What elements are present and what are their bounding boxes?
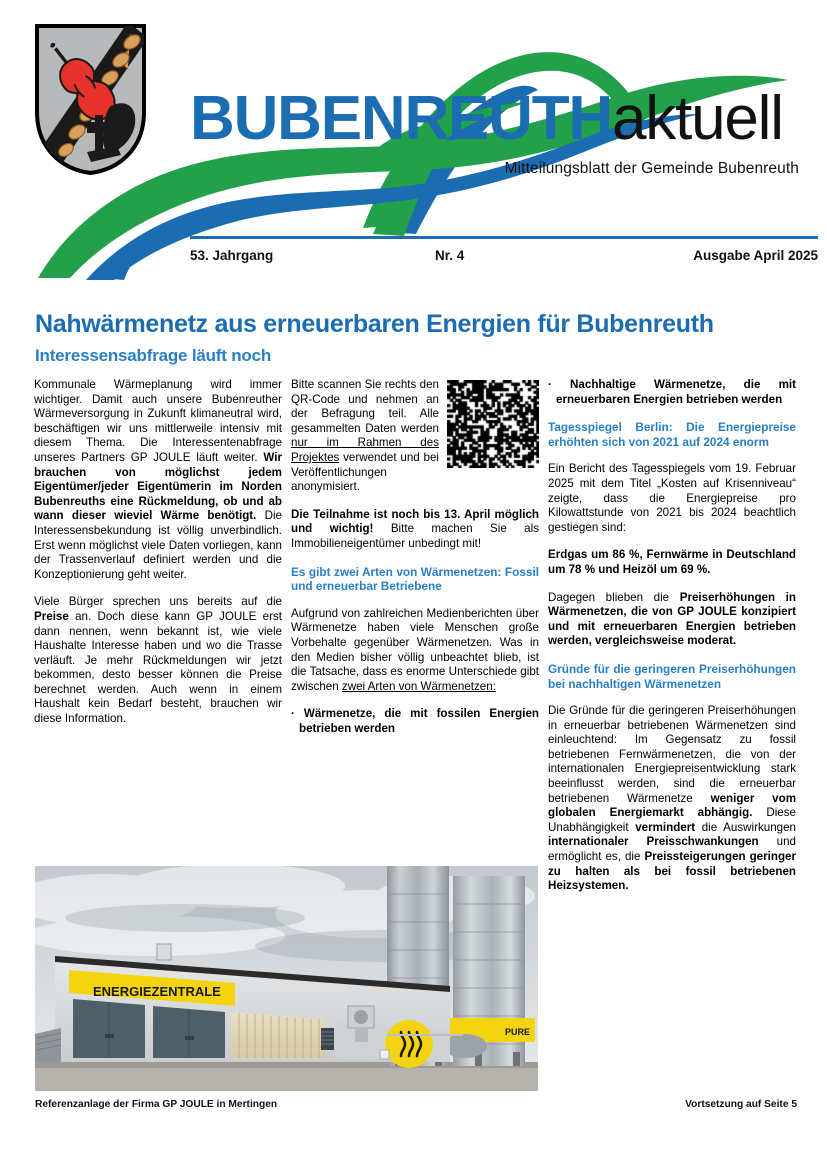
article-column-3 (548, 378, 796, 894)
paragraph (291, 607, 539, 695)
paragraph (548, 548, 796, 577)
section-heading: Gründe für die geringeren Preiserhöhungen bei nachhaltigen Wärmenetzen (548, 661, 796, 691)
paragraph: Ein Bericht des Tagesspiegels vom 19. Februar 2025 mit dem Titel „Kosten auf Krisenniveau“ zeigte, dass die Energiepreise pro Kilowattstunde von 2021 bis 2024 beachtlich gestiegen sind: (548, 462, 796, 534)
text-run: Die Gründe für die geringeren Preiserhöhungen in erneuerbar betriebenen Wärmenetzen sind einleuchtend: Im Gegensatz zu fossil betriebenen Fernwärmenetzen, die von der internationalen Energiepreisentwicklung stark beeinflusst werden, sind die erneuerbar betriebenen Wärmenetze (548, 704, 796, 805)
paragraph-with-qr (291, 378, 539, 495)
issue-year: 53. Jahrgang (190, 248, 274, 263)
continuation-note: Vortsetzung auf Seite 5 (685, 1099, 797, 1110)
masthead-subtitle: Mitteilungsblatt der Gemeinde Bubenreuth (504, 160, 799, 177)
paragraph (548, 591, 796, 649)
wordmark-black: aktuell (612, 84, 783, 153)
text-run-bold: Wir brauchen von möglichst jedem Eigentümer/jeder Eigentümerin im Norden Bubenreuths eine Rückmeldung, ob und ab wann dieser wieviel Wärme benötigt. (34, 450, 282, 523)
text-run-underline: nur im Rahmen des Projektes (291, 436, 439, 464)
wordmark (190, 84, 783, 153)
text-run: Dagegen blieben die (548, 590, 680, 604)
qr-code[interactable] (447, 380, 539, 468)
silo-band-label: PURE (505, 1027, 531, 1037)
text-run: an. Doch diese kann GP JOULE erst dann nennen, wenn bekannt ist, wie viele Haushalte Interesse haben und wo die Trasse verläuft. Je mehr Rückmeldungen wir jetzt bekommen, desto besser können die Preise berechnet werden. Auch wenn in einem Haushalt kein Bedarf besteht, brauchen wir diese Information. (34, 609, 282, 726)
text-run: Aufgrund von zahlreichen Medienberichten über Wärmenetze haben viele Menschen große Vorbehalte gegenüber Wärmenetzen. Was in den Medien bisher völlig unbeachtet blieb, ist die Tatsache, dass es enorme Unterschiede gibt zwischen (291, 606, 539, 693)
issue-info-row (190, 248, 818, 270)
article-photo (35, 866, 538, 1091)
text-run-bold: Preiserhöhungen in Wärmenetzen, die von GP JOULE konzipiert und mit erneuerbaren Energien betrieben werden, vergleichsweise moderat. (548, 590, 796, 648)
article-subhead: Interessensabfrage läuft noch (35, 346, 272, 365)
text-run: Diese Unabhängigkeit (548, 806, 796, 834)
article-column-2 (291, 378, 539, 736)
paragraph (548, 704, 796, 894)
bullet-item: · Wärmenetze, die mit fossilen Energien betrieben werden (291, 707, 539, 735)
article-headline: Nahwärmenetz aus erneuerbaren Energien für Bubenreuth (35, 310, 714, 338)
text-run: Viele Bürger sprechen uns bereits auf die (34, 595, 282, 609)
text-run-bold: Erdgas um 86 %, Fernwärme in Deutschland um 78 % und Heizöl um 69 %. (548, 548, 796, 576)
section-heading: Tagesspiegel Berlin: Die Energiepreise erhöhten sich von 2021 auf 2024 enorm (548, 420, 796, 449)
heat-waves-icon (385, 1020, 433, 1068)
text-run-bold: internationaler Preisschwankungen (548, 835, 759, 849)
text-run-bold: weniger vom globalen Energiemarkt abhängig. (548, 791, 797, 820)
article-column-1 (34, 378, 282, 727)
paragraph (34, 595, 282, 726)
paragraph (291, 508, 539, 552)
section-heading: Es gibt zwei Arten von Wärmenetzen: Fossil und erneuerbar Betriebene (291, 564, 539, 594)
text-run-bold: Die Teilnahme ist noch bis 13. April möglich und wichtig! (291, 507, 539, 536)
issue-date: Ausgabe April 2025 (693, 248, 818, 263)
masthead-rule (190, 236, 818, 239)
bullet-item: · Nachhaltige Wärmenetze, die mit erneuerbaren Energien betrieben werden (548, 378, 796, 406)
masthead (0, 0, 827, 290)
text-run-bold: Preissteigerungen geringer zu halten als bei fossil betriebenen Heizsystemen. (548, 850, 796, 893)
text-run: verwendet und bei Veröffentlichungen anonymisiert. (291, 450, 439, 494)
photo-caption: Referenzanlage der Firma GP JOULE in Mertingen (35, 1099, 278, 1110)
text-run: Bitte scannen Sie rechts den QR-Code und nehmen an der Befragung teil. Alle gesammelten Daten werden (291, 378, 439, 435)
photo-illustration (35, 866, 538, 1091)
paragraph (34, 378, 282, 582)
text-run: die Auswirkungen (695, 820, 796, 834)
text-run-underline: zwei Arten von Wärmenetzen: (341, 679, 496, 693)
text-run-bold: vermindert (635, 820, 696, 834)
issue-number: Nr. 4 (435, 248, 465, 263)
energiezentrale-sign-label: ENERGIEZENTRALE (93, 984, 221, 999)
text-run: und ermöglicht es, die (548, 835, 796, 864)
text-run-bold: Preise (34, 609, 69, 623)
text-run: Kommunale Wärmeplanung wird immer wichtiger. Damit auch unsere Bubenreuther Wärmeversorgung in Zukunft klimaneutral wird, beschäftigen wir uns mittlerweile intensiv mit diesem Thema. Die Interessentenabfrage unseres Partners GP JOULE läuft weiter. (34, 378, 282, 464)
text-run: Die Interessensbekundung ist völlig unverbindlich. Erst wenn möglichst viele Daten vorliegen, kann der Trassenverlauf definiert werden und die Konzeptionierung geht weiter. (34, 509, 282, 581)
wordmark-blue: BUBENREUTH (190, 84, 613, 153)
text-run: Bitte machen Sie als Immobilieneigentümer unbedingt mit! (291, 522, 539, 550)
